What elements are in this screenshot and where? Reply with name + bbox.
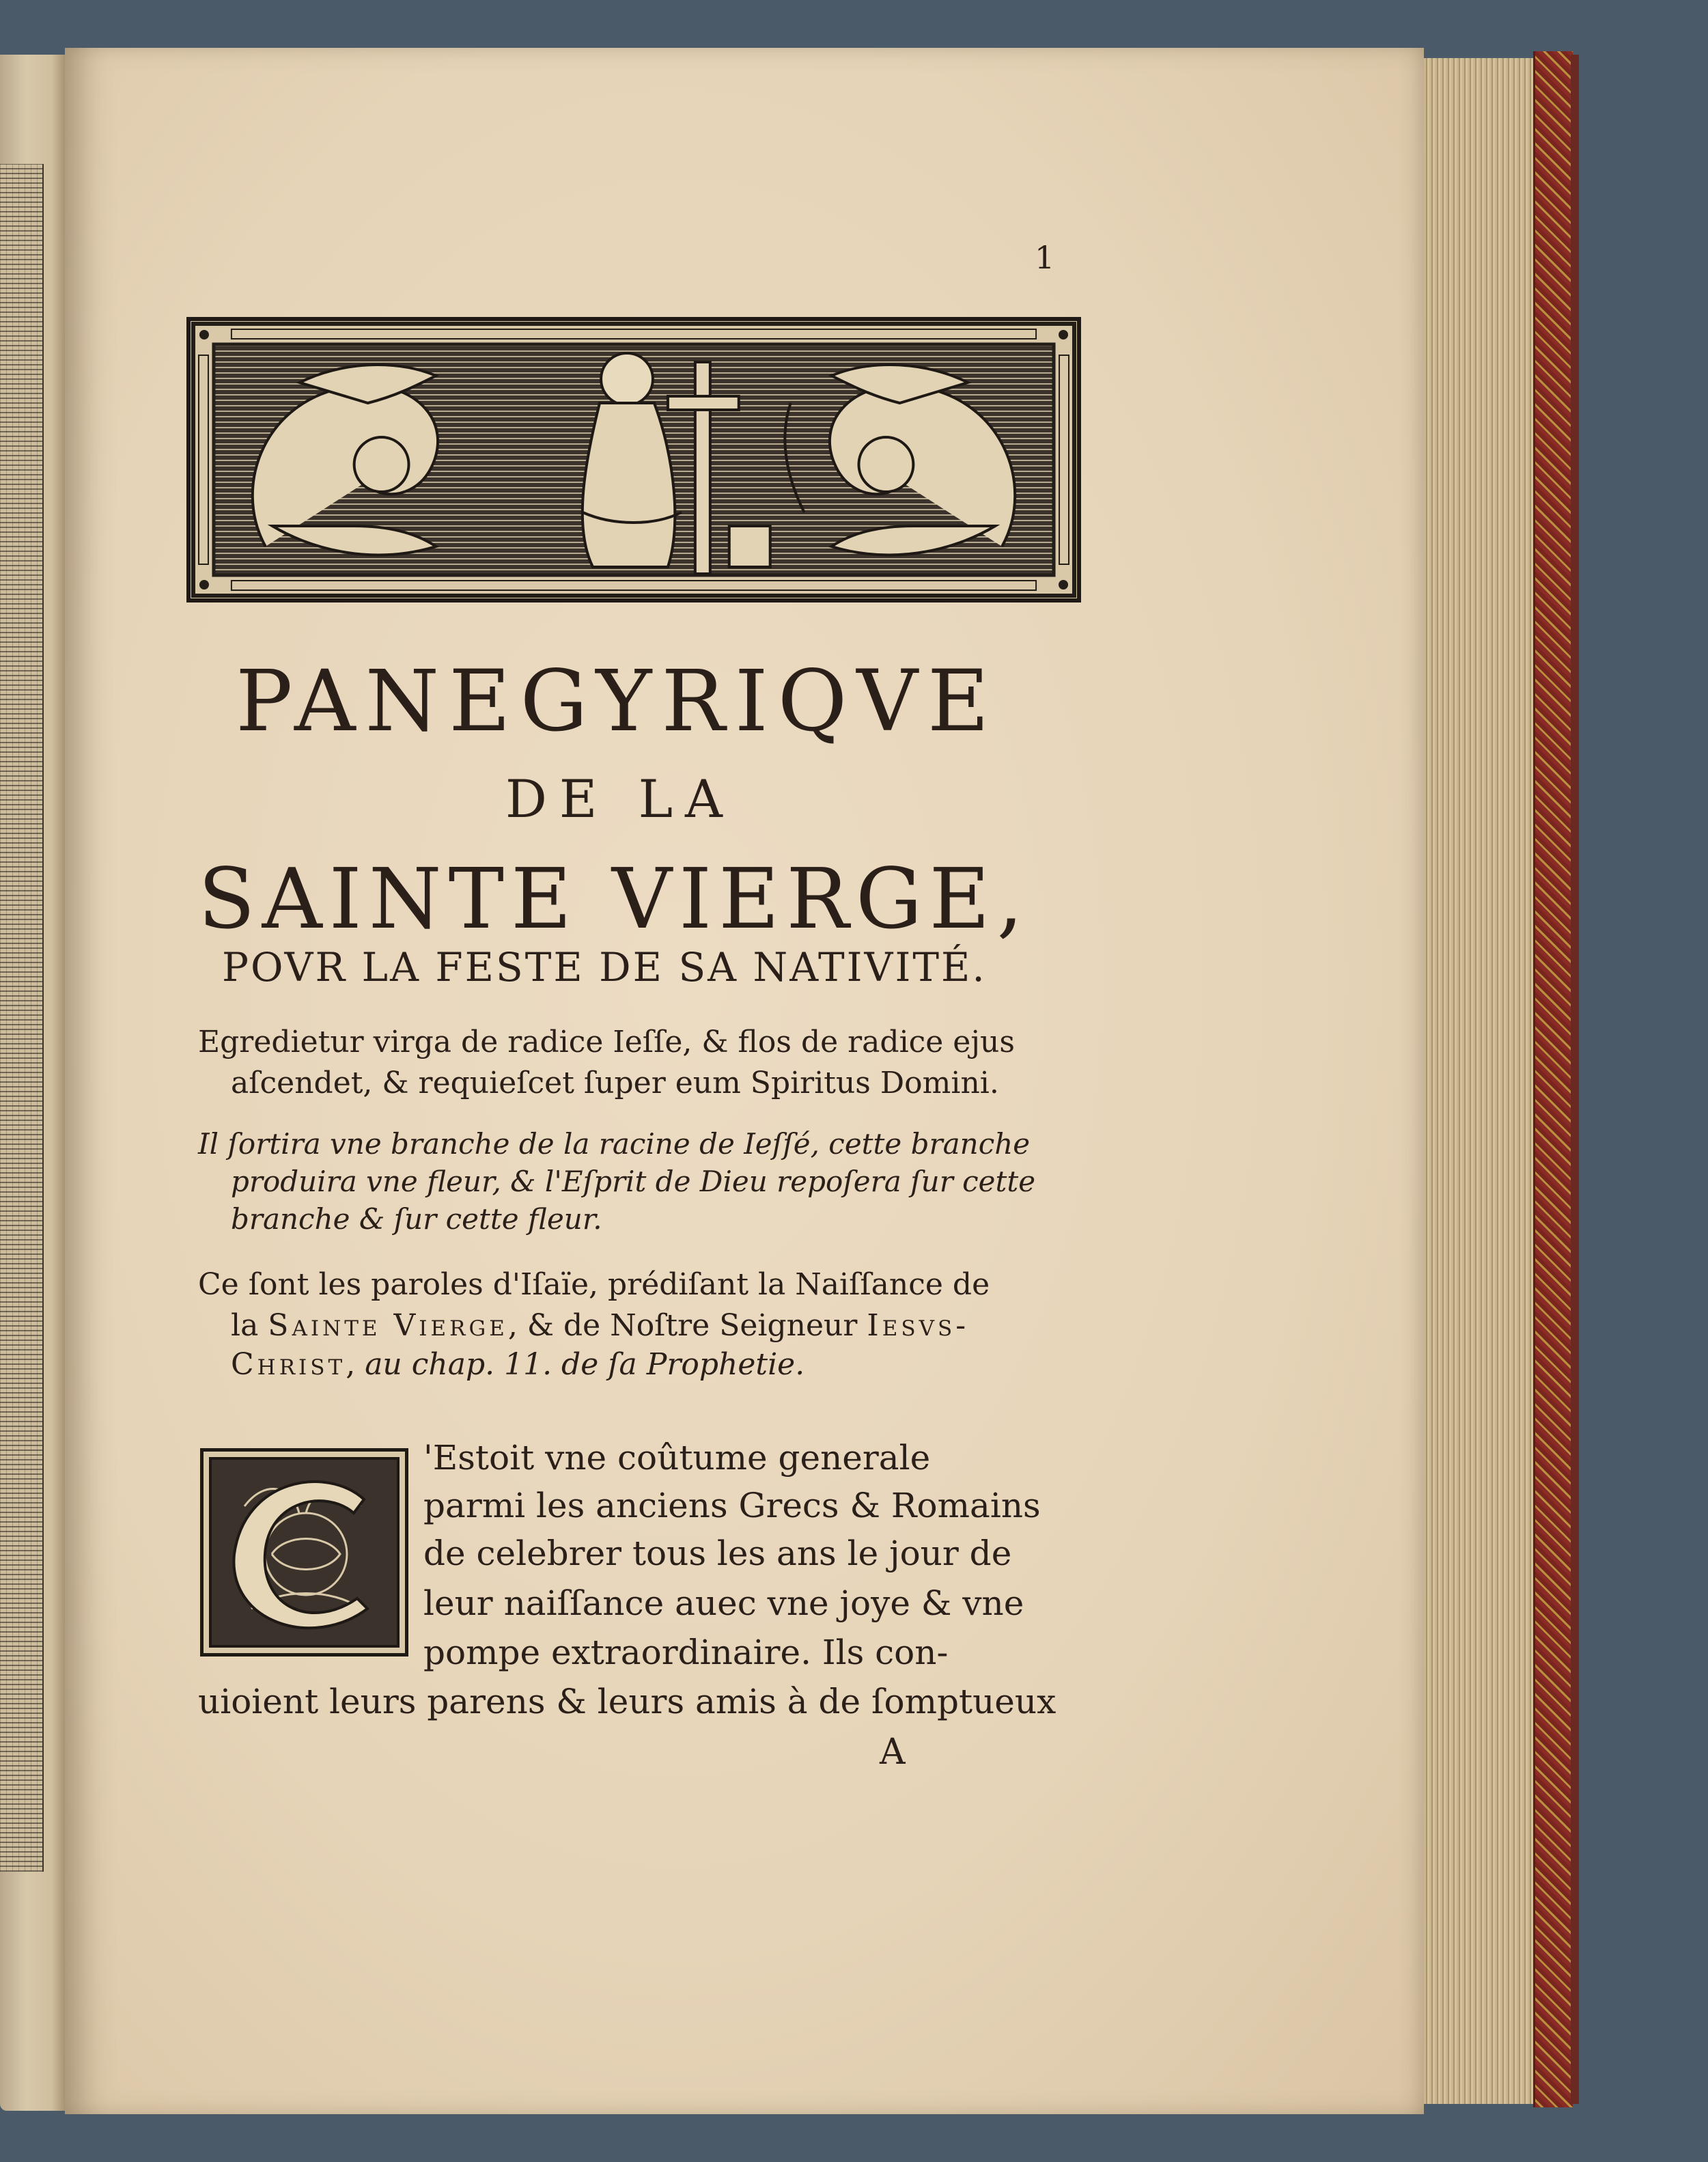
page-fore-edge — [1424, 58, 1533, 2104]
decorated-initial-image — [204, 1452, 405, 1653]
body-line-2: parmi les anciens Grecs & Romains — [423, 1486, 1041, 1525]
title-line-de-la: DE LA — [505, 768, 735, 829]
attribution-text: , & de Noſtre Seigneur — [507, 1308, 867, 1343]
body-line-1-text: 'Estoit vne coûtume generale — [423, 1438, 931, 1478]
epigraph-french-line-1: Il ſortira vne branche de la racine de Ieſſé, cette branche — [198, 1127, 1031, 1161]
title-line-sainte-vierge: SAINTE VIERGE, — [198, 850, 1031, 947]
body-line-5: pompe extraordinaire. Ils con- — [423, 1633, 949, 1672]
cover-board — [1571, 55, 1579, 2104]
attribution-italic: au chap. 11. de ſa Prophetie. — [365, 1347, 805, 1382]
attribution-text: la — [231, 1308, 268, 1343]
attribution-small-caps: Sainte Vierge — [268, 1308, 508, 1343]
signature-mark: A — [880, 1732, 906, 1773]
folio-number: 1 — [1035, 239, 1055, 276]
attribution-small-caps: Christ — [231, 1347, 346, 1382]
epigraph-french-line-3: branche & ſur cette fleur. — [231, 1202, 602, 1236]
attribution-small-caps: Iesvs- — [867, 1308, 970, 1343]
epigraph-latin-line-1: Egredietur virga de radice Ieſſe, & flos de radice ejus — [198, 1025, 1015, 1059]
attribution-line-1: Ce ſont les paroles d'Iſaïe, prédiſant la Naiſſance de — [198, 1267, 990, 1302]
body-line-3: de celebrer tous les ans le jour de — [423, 1534, 1012, 1573]
attribution-line-2 — [231, 1308, 969, 1343]
cover-edge — [1533, 51, 1573, 2107]
facing-page-engraving — [0, 164, 44, 1872]
decorated-initial — [200, 1448, 408, 1657]
body-line-6: uioient leurs parens & leurs amis à de ſomptueux — [198, 1682, 1056, 1721]
body-line-1 — [423, 1438, 1045, 1478]
body-line-4: leur naiſſance auec vne joye & vne — [423, 1583, 1024, 1623]
subtitle-nativite: POVR LA FESTE DE SA NATIVITÉ. — [222, 944, 987, 990]
attribution-text: , — [346, 1347, 365, 1382]
headpiece-ornament-image — [191, 321, 1077, 598]
attribution-line-3 — [231, 1347, 804, 1382]
woodcut-headpiece — [186, 317, 1081, 602]
title-line-panegyrique: PANEGYRIQVE — [236, 652, 999, 751]
epigraph-french-line-2: produira vne fleur, & l'Eſprit de Dieu repoſera ſur cette — [231, 1165, 1036, 1198]
epigraph-latin-line-2: aſcendet, & requieſcet ſuper eum Spiritus Domini. — [231, 1066, 999, 1100]
